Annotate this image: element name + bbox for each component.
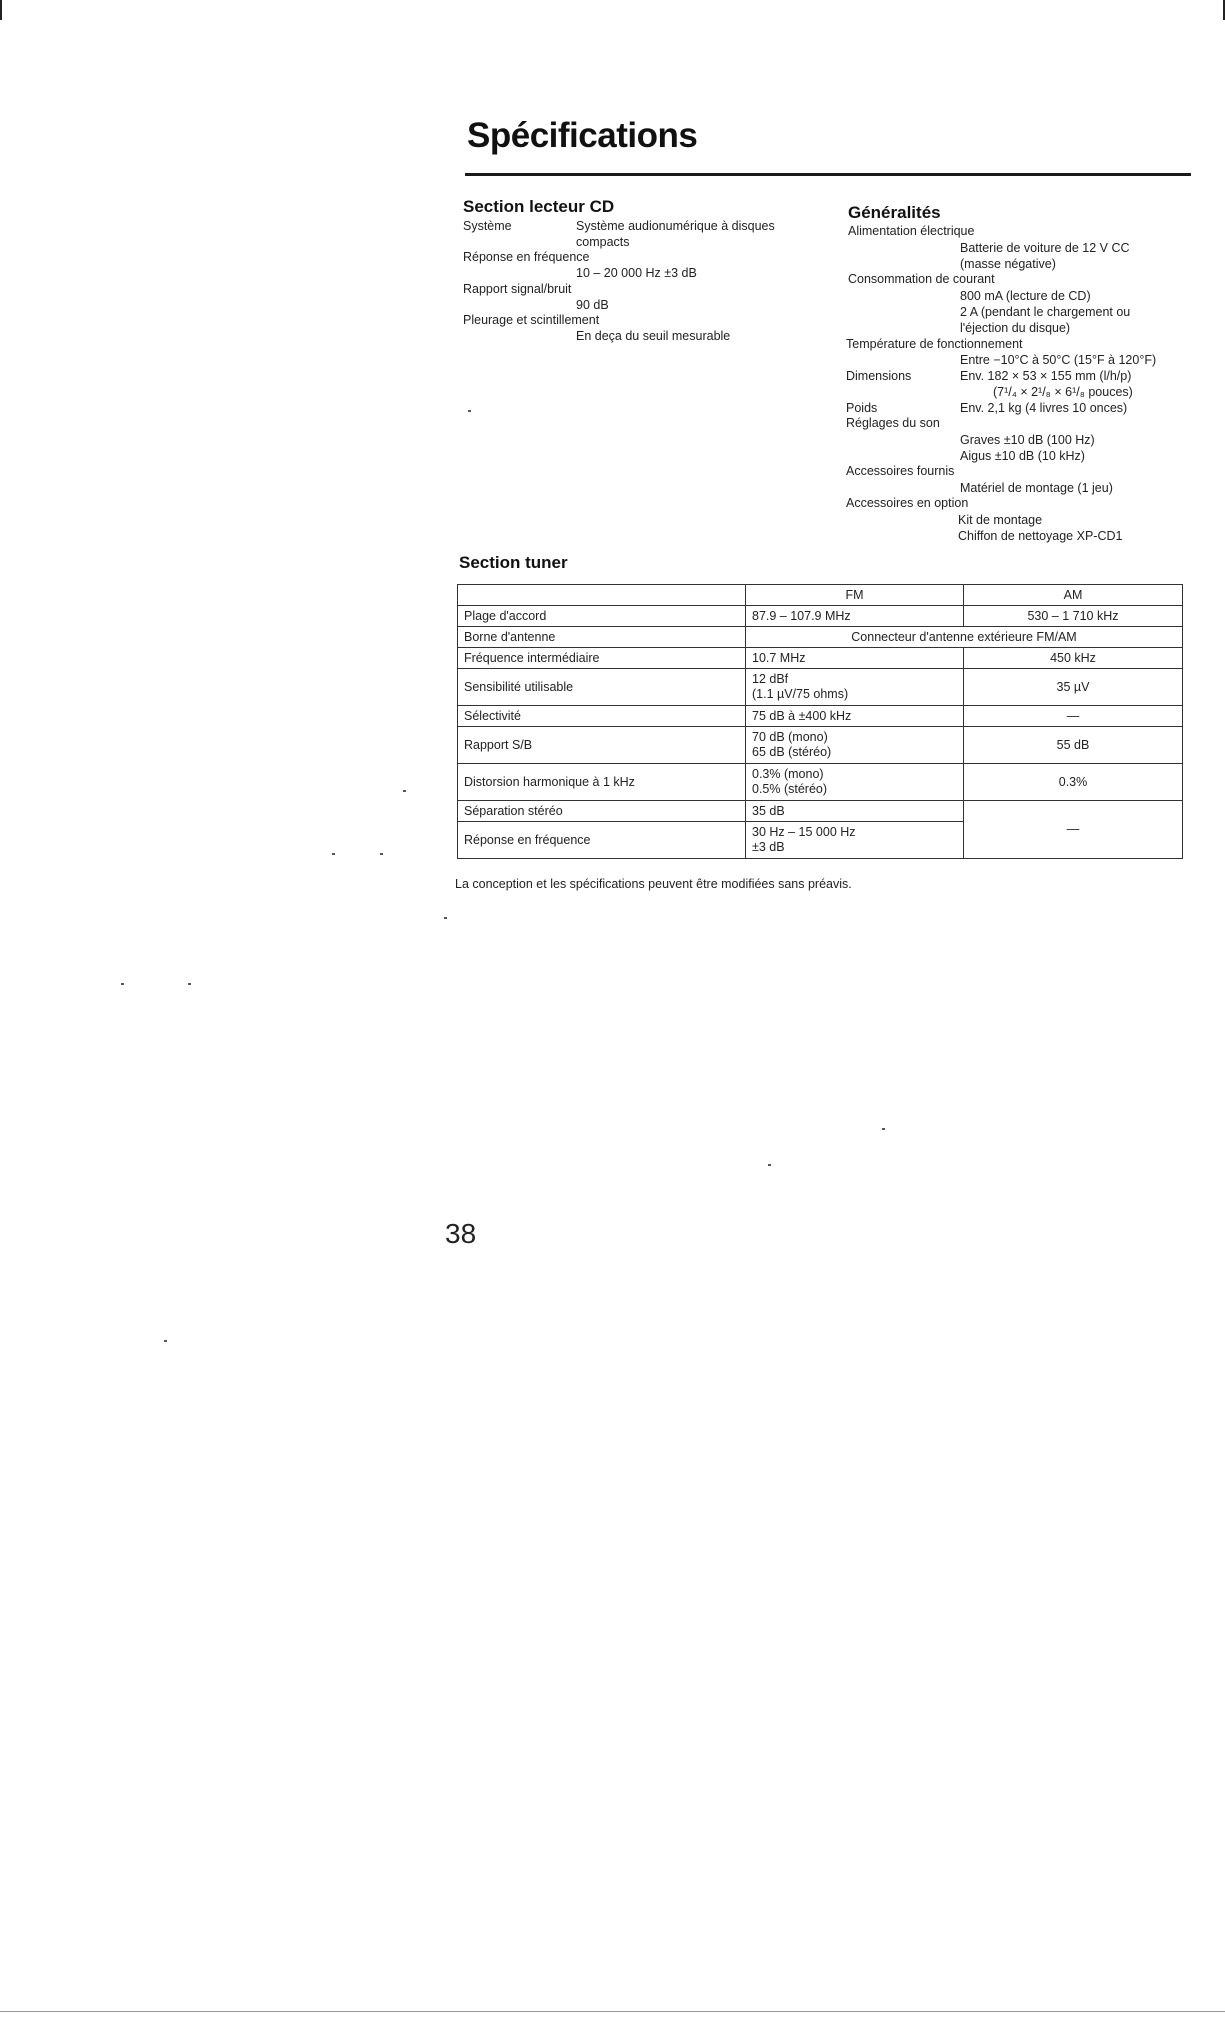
page-number: 38 [445, 1218, 477, 1249]
weight-value: Env. 2,1 kg (4 livres 10 onces) [960, 401, 1128, 415]
optional-accessories-value-line2: Chiffon de nettoyage XP-CD1 [958, 529, 1123, 543]
table-header-fm: FM [746, 585, 964, 606]
cd-system-value: Système audionumérique à disques [576, 219, 775, 233]
consumption-label: Consommation de courant [848, 272, 995, 286]
tuner-spec-table [457, 584, 1183, 859]
scan-speck [768, 1164, 771, 1166]
fm-cell: 87.9 – 107.9 MHz [746, 606, 964, 627]
scan-bottom-line [0, 2011, 1225, 2012]
cd-system-label: Système [463, 219, 512, 233]
fm-cell: 10.7 MHz [746, 648, 964, 669]
row-label: Rapport S/B [458, 727, 746, 764]
table-row [458, 727, 1183, 764]
am-cell: 0.3% [964, 764, 1183, 801]
accessories-label: Accessoires fournis [846, 464, 955, 478]
power-label: Alimentation électrique [848, 224, 975, 238]
fm-line: 65 dB (stéréo) [752, 745, 832, 759]
scan-speck [188, 983, 191, 985]
row-label: Plage d'accord [458, 606, 746, 627]
scan-edge-left [0, 0, 2, 20]
fm-line: ±3 dB [752, 840, 785, 854]
fm-cell [746, 822, 964, 859]
fm-line: 12 dBf [752, 672, 789, 686]
row-label: Borne d'antenne [458, 627, 746, 648]
row-label: Séparation stéréo [458, 801, 746, 822]
fm-cell [746, 727, 964, 764]
table-row [458, 706, 1183, 727]
weight-label: Poids [846, 401, 878, 415]
table-header-row [458, 585, 1183, 606]
table-row [458, 764, 1183, 801]
row-label: Fréquence intermédiaire [458, 648, 746, 669]
am-cell: 450 kHz [964, 648, 1183, 669]
fm-cell [746, 764, 964, 801]
scan-speck [468, 410, 471, 412]
optional-accessories-label: Accessoires en option [846, 496, 969, 510]
am-cell: 55 dB [964, 727, 1183, 764]
cd-snr-value: 90 dB [576, 298, 609, 312]
row-label: Sensibilité utilisable [458, 669, 746, 706]
am-cell: 35 µV [964, 669, 1183, 706]
scan-speck [444, 917, 447, 919]
scan-speck [121, 983, 124, 985]
fm-cell: 35 dB [746, 801, 964, 822]
page-title: Spécifications [467, 116, 698, 155]
power-value: Batterie de voiture de 12 V CC [960, 241, 1130, 255]
cd-wow-label: Pleurage et scintillement [463, 313, 600, 327]
dimensions-value: Env. 182 × 53 × 155 mm (l/h/p) [960, 369, 1132, 383]
tone-value: Graves ±10 dB (100 Hz) [960, 433, 1095, 447]
general-section-heading: Généralités [848, 203, 941, 222]
row-label: Sélectivité [458, 706, 746, 727]
fm-line: 30 Hz – 15 000 Hz [752, 825, 856, 839]
cd-section-heading: Section lecteur CD [463, 197, 615, 216]
cd-snr-label: Rapport signal/bruit [463, 282, 572, 296]
dimensions-label: Dimensions [846, 369, 912, 383]
fm-line: 70 dB (mono) [752, 730, 828, 744]
fm-cell [746, 669, 964, 706]
merged-cell: Connecteur d'antenne extérieure FM/AM [746, 627, 1183, 648]
scan-speck [380, 853, 383, 855]
table-row [458, 801, 1183, 822]
cd-frequency-label: Réponse en fréquence [463, 250, 590, 264]
table-row [458, 648, 1183, 669]
tuner-section-heading: Section tuner [459, 553, 568, 572]
table-header-am: AM [964, 585, 1183, 606]
consumption-value-line2: 2 A (pendant le chargement ou [960, 305, 1131, 319]
table-header-blank [458, 585, 746, 606]
am-cell: 530 – 1 710 kHz [964, 606, 1183, 627]
tone-value-line2: Aigus ±10 dB (10 kHz) [960, 449, 1085, 463]
consumption-value: 800 mA (lecture de CD) [960, 289, 1091, 303]
fm-line: 0.3% (mono) [752, 767, 824, 781]
scan-speck [332, 853, 335, 855]
am-cell: — [964, 706, 1183, 727]
title-rule [465, 173, 1191, 176]
temperature-label: Température de fonctionnement [846, 337, 1023, 351]
am-cell: — [964, 801, 1183, 859]
table-row [458, 669, 1183, 706]
power-value-line2: (masse négative) [960, 257, 1056, 271]
tone-label: Réglages du son [846, 416, 940, 430]
row-label: Distorsion harmonique à 1 kHz [458, 764, 746, 801]
temperature-value: Entre −10°C à 50°C (15°F à 120°F) [960, 353, 1157, 367]
table-row [458, 627, 1183, 648]
optional-accessories-value: Kit de montage [958, 513, 1043, 527]
cd-frequency-value: 10 – 20 000 Hz ±3 dB [576, 266, 697, 280]
consumption-value-line3: l'éjection du disque) [960, 321, 1071, 335]
fm-cell: 75 dB à ±400 kHz [746, 706, 964, 727]
scan-speck [882, 1128, 885, 1130]
row-label: Réponse en fréquence [458, 822, 746, 859]
fm-line: 0.5% (stéréo) [752, 782, 828, 796]
scan-speck [164, 1340, 167, 1342]
cd-wow-value: En deça du seuil mesurable [576, 329, 731, 343]
fm-line: (1.1 µV/75 ohms) [752, 687, 849, 701]
cd-system-value-line2: compacts [576, 235, 630, 249]
accessories-value: Matériel de montage (1 jeu) [960, 481, 1113, 495]
table-row [458, 606, 1183, 627]
dimensions-value-line2: (7¹/₄ × 2¹/₈ × 6¹/₈ pouces) [993, 385, 1133, 399]
footnote: La conception et les spécifications peuvent être modifiées sans préavis. [455, 877, 852, 891]
scan-speck [403, 790, 406, 792]
